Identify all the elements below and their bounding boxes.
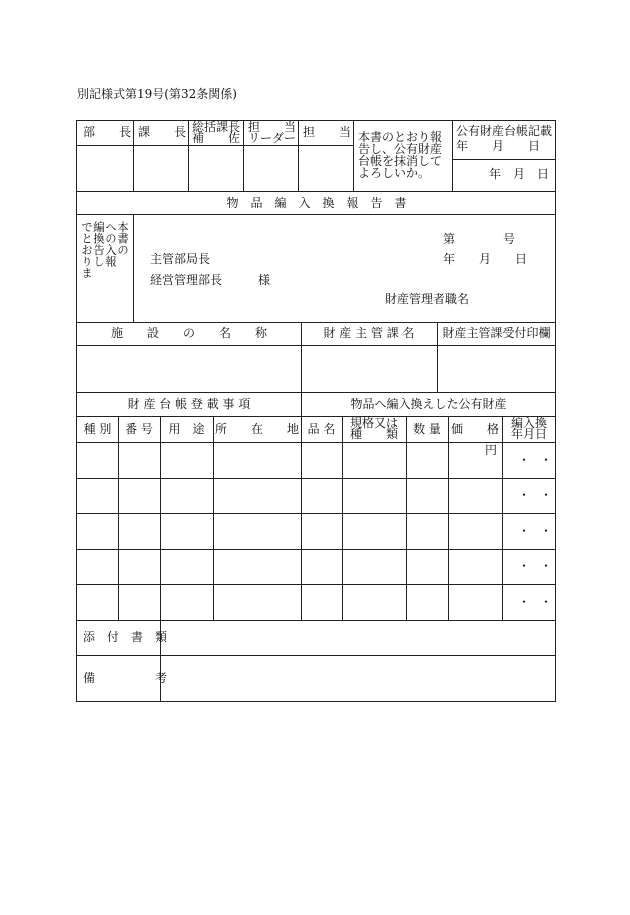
tanto-leader-label-2: リーダー [248, 131, 297, 145]
remarks-label: 備 考 [83, 671, 168, 685]
table-row-date-dots: ・・ [518, 524, 563, 538]
col-hennyu-2: 年月日 [510, 427, 547, 441]
addressee-1: 主管部局長 [150, 252, 211, 266]
property-manager-title: 財産管理者職名 [385, 292, 470, 306]
bucho-label: 部 長 [83, 125, 132, 139]
approval-note-2: 告し、公有財産 [358, 142, 443, 156]
form-title: 物 品 編 入 換 報 告 書 [226, 196, 407, 210]
col-shozaichi: 所 在 地 [214, 422, 299, 436]
property-section-label: 財 産 主 管 課 名 [323, 326, 415, 340]
col-hennyu-1: 編入換 [510, 416, 547, 430]
col-shubetsu: 種 別 [83, 422, 112, 436]
col-kakaku: 価 格 [450, 422, 499, 436]
facility-name-label: 施 設 の 名 称 [110, 326, 267, 340]
attachments-label: 添 付 書 類 [83, 630, 168, 644]
ledger-section-label: 財 産 台 帳 登 載 事 項 [127, 397, 251, 411]
col-kikaku-1: 規格又は [349, 416, 398, 430]
tanto-label: 担 当 [303, 125, 352, 139]
report-date: 年 月 日 [443, 252, 528, 266]
stamp-label: 財産主管課受付印欄 [442, 326, 551, 340]
report-side-col4: でとおりま [80, 221, 94, 279]
approval-note-3: 台帳を抹消して [358, 154, 443, 168]
addressee-2: 経営管理部長 様 [150, 273, 271, 287]
kacho-label: 課 長 [138, 125, 187, 139]
sokatsu-label-1: 総括課長 [192, 120, 241, 134]
report-side-col1: 本書の [116, 221, 130, 256]
price-yen-unit: 円 [485, 443, 498, 457]
sokatsu-label-2: 補 佐 [192, 131, 241, 145]
table-row-date-dots: ・・ [518, 453, 563, 467]
approval-date: 年 月 日 [489, 167, 550, 181]
col-yoto: 用 途 [168, 422, 205, 436]
report-side-col2: への入報 [104, 221, 118, 267]
approval-note-4: よろしいか。 [358, 166, 431, 180]
tanto-leader-label-1: 担 当 [248, 120, 297, 134]
approval-note-1: 本書のとおり報 [358, 130, 443, 144]
table-row-date-dots: ・・ [518, 488, 563, 502]
report-number: 第 号 [443, 232, 516, 246]
ledger-record-date: 年 月 日 [456, 139, 541, 153]
col-hinmei: 品 名 [307, 422, 336, 436]
form-frame [76, 120, 563, 702]
ledger-record-label: 公有財産台帳記載 [456, 124, 553, 138]
table-row-date-dots: ・・ [518, 595, 563, 609]
col-kikaku-2: 種 類 [349, 427, 398, 441]
report-side-col3: 編換告し [92, 221, 106, 267]
form-caption: 別記様式第19号(第32条関係) [77, 87, 237, 101]
col-suryo: 数 量 [413, 422, 441, 436]
table-row-date-dots: ・・ [518, 559, 563, 573]
converted-section-label: 物品へ編入換えした公有財産 [350, 397, 507, 411]
col-bango: 番 号 [125, 422, 153, 436]
